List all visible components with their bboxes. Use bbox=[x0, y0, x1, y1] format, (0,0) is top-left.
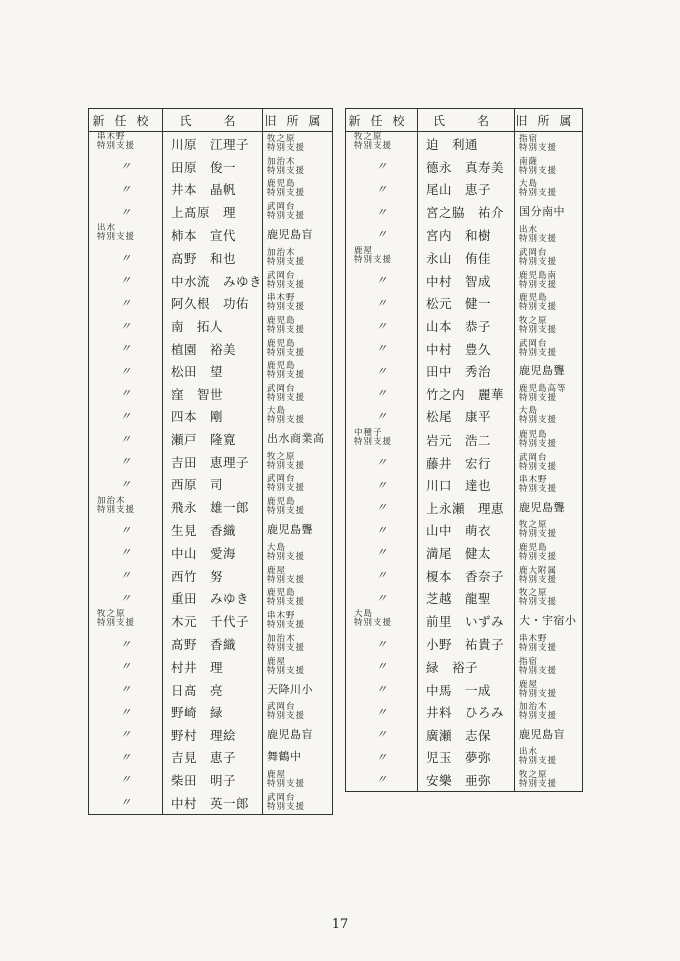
teacher-name-cell: 西竹 努 bbox=[163, 564, 263, 587]
new-school-cell: 出水 特別支援 bbox=[97, 223, 136, 243]
teacher-name-cell: 松田 望 bbox=[163, 360, 263, 383]
new-school-cell: 〃 bbox=[376, 683, 387, 697]
new-school-cell: 〃 bbox=[120, 205, 131, 219]
teacher-name-cell: 日髙 亮 bbox=[163, 678, 263, 701]
new-school-cell: 〃 bbox=[376, 387, 387, 401]
new-school-cell: 〃 bbox=[120, 750, 131, 764]
new-school-cell: 〃 bbox=[376, 637, 387, 651]
table-row bbox=[346, 156, 583, 179]
new-school-cell: 中種子 特別支援 bbox=[354, 427, 393, 447]
teacher-name-cell: 松尾 康平 bbox=[418, 405, 515, 428]
table-row bbox=[346, 383, 583, 406]
new-school-cell: 〃 bbox=[120, 728, 131, 742]
previous-post-cell: 武岡台 特別支援 bbox=[263, 383, 333, 406]
previous-post-cell: 指宿 特別支援 bbox=[515, 656, 583, 679]
previous-post-cell: 大島 特別支援 bbox=[515, 405, 583, 428]
previous-post-cell: 鹿屋 特別支援 bbox=[263, 564, 333, 587]
table-row bbox=[346, 564, 583, 587]
teacher-name-cell: 松元 健一 bbox=[418, 292, 515, 315]
previous-post-cell: 鹿児島 特別支援 bbox=[263, 178, 333, 201]
previous-post-cell: 鹿屋 特別支援 bbox=[263, 656, 333, 679]
teacher-name-cell: 重田 みゆき bbox=[163, 587, 263, 610]
header-new-school: 新任校 bbox=[346, 109, 418, 132]
table-row bbox=[346, 609, 583, 633]
teacher-name-cell: 木元 千代子 bbox=[163, 609, 263, 633]
new-school-cell: 〃 bbox=[376, 205, 387, 219]
new-school-cell: 〃 bbox=[376, 228, 387, 242]
previous-post-cell: 鹿児島盲 bbox=[263, 223, 333, 247]
teacher-name-cell: 安樂 亜弥 bbox=[418, 769, 515, 792]
previous-post-cell: 大島 特別支援 bbox=[515, 178, 583, 201]
table-row bbox=[346, 292, 583, 315]
new-school-cell: 牧之原 特別支援 bbox=[354, 132, 393, 151]
table-row bbox=[346, 246, 583, 270]
previous-post-cell: 鹿児島 特別支援 bbox=[515, 428, 583, 452]
new-school-cell: 〃 bbox=[376, 364, 387, 378]
new-school-cell: 〃 bbox=[376, 296, 387, 310]
teacher-name-cell: 芝越 龍聖 bbox=[418, 587, 515, 610]
table-row bbox=[89, 496, 333, 520]
previous-post-cell: 鹿児島聾 bbox=[515, 360, 583, 383]
previous-post-cell: 鹿屋 特別支援 bbox=[515, 678, 583, 701]
teacher-name-cell: 柿本 宣代 bbox=[163, 223, 263, 247]
table-row bbox=[89, 247, 333, 270]
teacher-name-cell: 緑 裕子 bbox=[418, 656, 515, 679]
teacher-name-cell: 井本 晶帆 bbox=[163, 178, 263, 201]
right-table-body bbox=[346, 132, 583, 792]
teacher-name-cell: 四本 剛 bbox=[163, 405, 263, 428]
teacher-name-cell: 中村 英一郎 bbox=[163, 791, 263, 814]
teacher-name-cell: 中村 豊久 bbox=[418, 337, 515, 360]
new-school-cell: 〃 bbox=[120, 409, 131, 423]
teacher-name-cell: 小野 祐貴子 bbox=[418, 633, 515, 656]
previous-post-cell: 加治木 特別支援 bbox=[263, 156, 333, 179]
table-row bbox=[346, 178, 583, 201]
teacher-name-cell: 川口 達也 bbox=[418, 474, 515, 497]
new-school-cell: 〃 bbox=[376, 591, 387, 605]
new-school-cell: 〃 bbox=[376, 456, 387, 470]
new-school-cell: 鹿屋 特別支援 bbox=[354, 245, 393, 265]
table-row bbox=[346, 270, 583, 293]
previous-post-cell: 鹿児島南 特別支援 bbox=[515, 270, 583, 293]
page-number: 17 bbox=[331, 917, 349, 932]
previous-post-cell: 大島 特別支援 bbox=[263, 405, 333, 428]
new-school-cell: 〃 bbox=[120, 274, 131, 288]
table-row bbox=[89, 201, 333, 224]
teacher-name-cell: 井料 ひろみ bbox=[418, 701, 515, 724]
table-row bbox=[346, 360, 583, 383]
new-school-cell: 〃 bbox=[120, 432, 131, 446]
teacher-name-cell: 德永 真寿美 bbox=[418, 156, 515, 179]
teacher-name-cell: 藤井 宏行 bbox=[418, 451, 515, 474]
previous-post-cell: 鹿児島高等 特別支援 bbox=[515, 383, 583, 406]
table-row bbox=[89, 292, 333, 315]
teacher-name-cell: 榎本 香奈子 bbox=[418, 564, 515, 587]
teacher-name-cell: 川原 江理子 bbox=[163, 132, 263, 156]
header-new-school: 新任校 bbox=[89, 109, 163, 132]
table-row bbox=[89, 723, 333, 746]
new-school-cell: 〃 bbox=[120, 523, 131, 537]
new-school-cell: 〃 bbox=[120, 364, 131, 378]
new-school-cell: 〃 bbox=[120, 773, 131, 787]
teacher-name-cell: 南 拓人 bbox=[163, 315, 263, 338]
previous-post-cell: 武岡台 特別支援 bbox=[263, 701, 333, 724]
teacher-name-cell: 中山 愛海 bbox=[163, 542, 263, 565]
new-school-cell: 〃 bbox=[120, 251, 131, 265]
table-row bbox=[89, 178, 333, 201]
previous-post-cell: 鹿児島 特別支援 bbox=[515, 542, 583, 565]
new-school-cell: 〃 bbox=[120, 319, 131, 333]
previous-post-cell: 武岡台 特別支援 bbox=[263, 791, 333, 814]
table-row bbox=[346, 746, 583, 769]
table-row bbox=[346, 201, 583, 224]
teacher-name-cell: 髙野 和也 bbox=[163, 247, 263, 270]
table-row bbox=[89, 156, 333, 179]
teacher-name-cell: 永山 侑佳 bbox=[418, 246, 515, 270]
new-school-cell: 〃 bbox=[376, 546, 387, 560]
teacher-name-cell: 迫 利通 bbox=[418, 132, 515, 156]
new-school-cell: 〃 bbox=[376, 182, 387, 196]
table-row bbox=[346, 587, 583, 610]
new-school-cell: 〃 bbox=[376, 160, 387, 174]
previous-post-cell: 鹿大附属 特別支援 bbox=[515, 564, 583, 587]
new-school-cell: 〃 bbox=[120, 160, 131, 174]
new-school-cell: 〃 bbox=[120, 591, 131, 605]
left-personnel-table bbox=[88, 108, 333, 815]
table-row bbox=[346, 633, 583, 656]
teacher-name-cell: 生見 香織 bbox=[163, 519, 263, 542]
previous-post-cell: 鹿児島 特別支援 bbox=[263, 360, 333, 383]
new-school-cell: 〃 bbox=[376, 274, 387, 288]
table-row bbox=[89, 132, 333, 156]
new-school-cell: 〃 bbox=[120, 342, 131, 356]
new-school-cell: 〃 bbox=[120, 455, 131, 469]
table-row bbox=[346, 519, 583, 542]
table-row bbox=[346, 678, 583, 701]
teacher-name-cell: 尾山 恵子 bbox=[418, 178, 515, 201]
teacher-name-cell: 窪 智世 bbox=[163, 383, 263, 406]
teacher-name-cell: 飛永 雄一郎 bbox=[163, 496, 263, 520]
table-row bbox=[89, 791, 333, 814]
table-row bbox=[346, 474, 583, 497]
new-school-cell: 〃 bbox=[120, 182, 131, 196]
table-row bbox=[346, 428, 583, 452]
teacher-name-cell: 髙野 香織 bbox=[163, 633, 263, 656]
table-row bbox=[89, 701, 333, 724]
table-row bbox=[89, 337, 333, 360]
teacher-name-cell: 田原 俊一 bbox=[163, 156, 263, 179]
previous-post-cell: 指宿 特別支援 bbox=[515, 132, 583, 156]
new-school-cell: 〃 bbox=[120, 546, 131, 560]
table-row bbox=[89, 223, 333, 247]
previous-post-cell: 牧之原 特別支援 bbox=[515, 315, 583, 338]
table-row bbox=[346, 656, 583, 679]
new-school-cell: 〃 bbox=[376, 501, 387, 515]
table-row bbox=[89, 360, 333, 383]
new-school-cell: 〃 bbox=[120, 683, 131, 697]
teacher-name-cell: 植園 裕美 bbox=[163, 337, 263, 360]
table-row bbox=[89, 746, 333, 769]
previous-post-cell: 出水商業高 bbox=[263, 428, 333, 451]
right-personnel-table bbox=[345, 108, 583, 792]
teacher-name-cell: 満尾 健太 bbox=[418, 542, 515, 565]
teacher-name-cell: 上永瀬 理恵 bbox=[418, 497, 515, 520]
previous-post-cell: 鹿児島 特別支援 bbox=[263, 496, 333, 520]
table-row bbox=[346, 701, 583, 724]
previous-post-cell: 鹿児島 特別支援 bbox=[515, 292, 583, 315]
new-school-cell: 〃 bbox=[376, 478, 387, 492]
teacher-name-cell: 中馬 一成 bbox=[418, 678, 515, 701]
left-header-row bbox=[89, 109, 333, 132]
new-school-cell: 〃 bbox=[376, 409, 387, 423]
table-row bbox=[89, 678, 333, 701]
previous-post-cell: 武岡台 特別支援 bbox=[515, 246, 583, 270]
new-school-cell: 〃 bbox=[376, 569, 387, 583]
table-row bbox=[89, 473, 333, 496]
table-row bbox=[89, 542, 333, 565]
table-row bbox=[346, 223, 583, 246]
new-school-cell: 〃 bbox=[120, 705, 131, 719]
previous-post-cell: 武岡台 特別支援 bbox=[263, 201, 333, 224]
table-row bbox=[89, 656, 333, 679]
header-name: 氏 名 bbox=[163, 109, 263, 132]
teacher-name-cell: 山本 恭子 bbox=[418, 315, 515, 338]
previous-post-cell: 牧之原 特別支援 bbox=[515, 769, 583, 792]
table-row bbox=[346, 132, 583, 156]
teacher-name-cell: 西原 司 bbox=[163, 473, 263, 496]
previous-post-cell: 鹿児島盲 bbox=[515, 723, 583, 746]
table-row bbox=[89, 769, 333, 792]
right-header-row bbox=[346, 109, 583, 132]
table-row bbox=[89, 587, 333, 610]
teacher-name-cell: 中水流 みゆき bbox=[163, 270, 263, 293]
table-row bbox=[89, 428, 333, 451]
teacher-name-cell: 廣瀬 志保 bbox=[418, 723, 515, 746]
teacher-name-cell: 野村 理絵 bbox=[163, 723, 263, 746]
previous-post-cell: 武岡台 特別支援 bbox=[515, 337, 583, 360]
previous-post-cell: 牧之原 特別支援 bbox=[263, 450, 333, 473]
previous-post-cell: 鹿児島聾 bbox=[263, 519, 333, 542]
table-row bbox=[346, 405, 583, 428]
teacher-name-cell: 山中 萌衣 bbox=[418, 519, 515, 542]
previous-post-cell: 串木野 特別支援 bbox=[263, 609, 333, 633]
new-school-cell: 〃 bbox=[376, 660, 387, 674]
previous-post-cell: 串木野 特別支援 bbox=[263, 292, 333, 315]
table-row bbox=[346, 451, 583, 474]
table-row bbox=[346, 337, 583, 360]
previous-post-cell: 鹿児島聾 bbox=[515, 497, 583, 520]
new-school-cell: 〃 bbox=[120, 637, 131, 651]
new-school-cell: 串木野 特別支援 bbox=[97, 132, 136, 151]
table-row bbox=[346, 497, 583, 520]
new-school-cell: 〃 bbox=[120, 569, 131, 583]
table-row bbox=[346, 542, 583, 565]
new-school-cell: 〃 bbox=[376, 728, 387, 742]
table-row bbox=[346, 769, 583, 792]
table-row bbox=[89, 450, 333, 473]
teacher-name-cell: 岩元 浩二 bbox=[418, 428, 515, 452]
header-name: 氏 名 bbox=[418, 109, 515, 132]
table-row bbox=[346, 723, 583, 746]
teacher-name-cell: 吉見 恵子 bbox=[163, 746, 263, 769]
teacher-name-cell: 宮之脇 祐介 bbox=[418, 201, 515, 224]
teacher-name-cell: 児玉 夢弥 bbox=[418, 746, 515, 769]
teacher-name-cell: 中村 智成 bbox=[418, 270, 515, 293]
table-row bbox=[89, 405, 333, 428]
teacher-name-cell: 宮内 和樹 bbox=[418, 223, 515, 246]
table-row bbox=[89, 609, 333, 633]
new-school-cell: 〃 bbox=[376, 750, 387, 764]
previous-post-cell: 大・宇宿小 bbox=[515, 609, 583, 633]
previous-post-cell: 鹿児島 特別支援 bbox=[263, 337, 333, 360]
teacher-name-cell: 阿久根 功佑 bbox=[163, 292, 263, 315]
previous-post-cell: 鹿児島盲 bbox=[263, 723, 333, 746]
new-school-cell: 〃 bbox=[120, 477, 131, 491]
new-school-cell: 〃 bbox=[120, 387, 131, 401]
previous-post-cell: 南薩 特別支援 bbox=[515, 156, 583, 179]
previous-post-cell: 加治木 特別支援 bbox=[263, 247, 333, 270]
previous-post-cell: 舞鶴中 bbox=[263, 746, 333, 769]
teacher-name-cell: 柴田 明子 bbox=[163, 769, 263, 792]
previous-post-cell: 加治木 特別支援 bbox=[515, 701, 583, 724]
new-school-cell: 〃 bbox=[120, 660, 131, 674]
new-school-cell: 〃 bbox=[376, 773, 387, 787]
teacher-name-cell: 瀬戸 隆寛 bbox=[163, 428, 263, 451]
table-row bbox=[346, 315, 583, 338]
teacher-name-cell: 上髙原 理 bbox=[163, 201, 263, 224]
table-row bbox=[89, 315, 333, 338]
new-school-cell: 〃 bbox=[120, 296, 131, 310]
previous-post-cell: 牧之原 特別支援 bbox=[515, 519, 583, 542]
new-school-cell: 大島 特別支援 bbox=[354, 609, 393, 629]
previous-post-cell: 牧之原 特別支援 bbox=[515, 587, 583, 610]
previous-post-cell: 串木野 特別支援 bbox=[515, 474, 583, 497]
header-previous-post: 旧所属 bbox=[263, 109, 333, 132]
previous-post-cell: 武岡台 特別支援 bbox=[263, 270, 333, 293]
previous-post-cell: 国分南中 bbox=[515, 201, 583, 224]
new-school-cell: 〃 bbox=[120, 796, 131, 810]
previous-post-cell: 武岡台 特別支援 bbox=[263, 473, 333, 496]
table-row bbox=[89, 519, 333, 542]
new-school-cell: 〃 bbox=[376, 319, 387, 333]
new-school-cell: 〃 bbox=[376, 342, 387, 356]
teacher-name-cell: 村井 理 bbox=[163, 656, 263, 679]
previous-post-cell: 天降川小 bbox=[263, 678, 333, 701]
previous-post-cell: 鹿児島 特別支援 bbox=[263, 315, 333, 338]
new-school-cell: 〃 bbox=[376, 523, 387, 537]
previous-post-cell: 串木野 特別支援 bbox=[515, 633, 583, 656]
previous-post-cell: 加治木 特別支援 bbox=[263, 633, 333, 656]
table-row bbox=[89, 564, 333, 587]
table-row bbox=[89, 633, 333, 656]
teacher-name-cell: 前里 いずみ bbox=[418, 609, 515, 633]
new-school-cell: 牧之原 特別支援 bbox=[97, 609, 136, 629]
header-previous-post: 旧所属 bbox=[515, 109, 583, 132]
new-school-cell: 加治木 特別支援 bbox=[97, 495, 136, 515]
previous-post-cell: 出水 特別支援 bbox=[515, 746, 583, 769]
teacher-name-cell: 野崎 緑 bbox=[163, 701, 263, 724]
teacher-name-cell: 竹之内 麗華 bbox=[418, 383, 515, 406]
teacher-name-cell: 吉田 恵理子 bbox=[163, 450, 263, 473]
previous-post-cell: 大島 特別支援 bbox=[263, 542, 333, 565]
left-table-body bbox=[89, 132, 333, 815]
previous-post-cell: 鹿屋 特別支援 bbox=[263, 769, 333, 792]
teacher-name-cell: 田中 秀治 bbox=[418, 360, 515, 383]
previous-post-cell: 出水 特別支援 bbox=[515, 223, 583, 246]
previous-post-cell: 鹿児島 特別支援 bbox=[263, 587, 333, 610]
previous-post-cell: 牧之原 特別支援 bbox=[263, 132, 333, 156]
new-school-cell: 〃 bbox=[376, 705, 387, 719]
previous-post-cell: 武岡台 特別支援 bbox=[515, 451, 583, 474]
table-row bbox=[89, 270, 333, 293]
table-row bbox=[89, 383, 333, 406]
